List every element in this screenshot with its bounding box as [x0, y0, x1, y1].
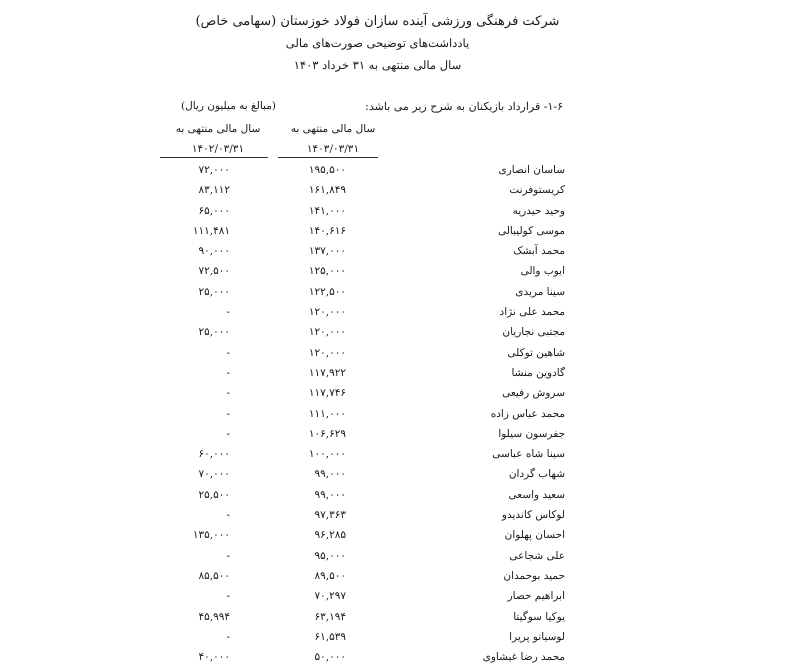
player-name: ایوب والی — [520, 265, 565, 278]
value-1402: ۴۵,۹۹۴ — [198, 610, 230, 623]
column-date: ۱۴۰۲/۰۳/۳۱ — [191, 143, 245, 155]
column-header-1403 — [273, 123, 393, 155]
player-name: گادوین منشا — [511, 366, 565, 379]
player-name: محمد رضا غیشاوی — [482, 651, 565, 664]
player-name: سعید واسعی — [508, 488, 565, 501]
player-name: ابراهیم حصار — [507, 590, 565, 603]
table-row — [0, 526, 791, 546]
column-date: ۱۴۰۳/۰۳/۳۱ — [306, 143, 360, 155]
table-row — [0, 547, 791, 567]
table-row — [0, 648, 791, 668]
player-name: ساسان انصاری — [498, 164, 565, 176]
value-1403: ۸۹,۵۰۰ — [314, 569, 346, 582]
table-row — [0, 567, 791, 587]
table-row — [0, 425, 791, 445]
table-row — [0, 242, 791, 262]
value-1403: ۱۱۷,۷۴۶ — [308, 387, 346, 400]
value-1403: ۱۴۰,۶۱۶ — [308, 224, 346, 237]
value-1402: ۱۳۵,۰۰۰ — [192, 529, 230, 542]
table-row — [0, 628, 791, 648]
value-1403: ۱۰۰,۰۰۰ — [308, 448, 346, 461]
value-1402: ۷۲,۰۰۰ — [198, 164, 230, 176]
table-row — [0, 608, 791, 628]
player-name: سروش رفیعی — [502, 387, 565, 400]
player-name: حمید بوحمدان — [503, 569, 565, 582]
value-1402: ۸۵,۵۰۰ — [198, 569, 230, 582]
value-1402: - — [226, 407, 230, 420]
value-1403: ۶۳,۱۹۴ — [314, 610, 346, 623]
value-1403: ۱۲۰,۰۰۰ — [308, 326, 346, 339]
value-1402: - — [226, 590, 230, 603]
value-1403: ۹۹,۰۰۰ — [314, 468, 346, 481]
value-1403: ۱۴۱,۰۰۰ — [308, 204, 346, 217]
value-1403: ۱۲۲,۵۰۰ — [308, 285, 346, 298]
value-1402: ۲۵,۰۰۰ — [198, 285, 230, 298]
player-name: شاهین توکلی — [507, 346, 565, 359]
value-1403: ۱۱۷,۹۲۲ — [308, 366, 346, 379]
player-name: احسان پهلوان — [504, 529, 565, 542]
value-1402: ۲۵,۵۰۰ — [198, 488, 230, 501]
player-name: محمد علی نژاد — [499, 306, 565, 319]
table-row — [0, 303, 791, 323]
value-1403: ۷۰,۲۹۷ — [314, 590, 346, 603]
value-1403: ۹۶,۲۸۵ — [314, 529, 346, 542]
value-1402: ۲۵,۰۰۰ — [198, 326, 230, 339]
value-1403: ۶۱,۵۳۹ — [314, 630, 346, 643]
table-row — [0, 344, 791, 364]
table-row — [0, 486, 791, 506]
value-1402: - — [226, 549, 230, 562]
player-name: کریستوفرنت — [509, 184, 565, 197]
table-row — [0, 283, 791, 303]
player-name: یوکیا سوگیتا — [513, 610, 565, 623]
value-1403: ۱۰۶,۶۲۹ — [308, 427, 346, 440]
value-1402: ۹۰,۰۰۰ — [198, 245, 230, 258]
column-label: سال مالی منتهی به — [175, 123, 261, 135]
table-row — [0, 506, 791, 526]
value-1402: - — [226, 366, 230, 379]
value-1403: ۱۶۱,۸۴۹ — [308, 184, 346, 197]
table-row — [0, 465, 791, 485]
player-name: علی شجاعی — [509, 549, 565, 562]
player-name: لوکاس کاندیدو — [501, 509, 565, 522]
table-row — [0, 384, 791, 404]
value-1402: - — [226, 427, 230, 440]
value-1403: ۱۲۵,۰۰۰ — [308, 265, 346, 278]
value-1402: ۷۰,۰۰۰ — [198, 468, 230, 481]
table-row — [0, 161, 791, 181]
player-name: جفرسون سیلوا — [498, 427, 565, 440]
value-1402: - — [226, 346, 230, 359]
value-1402: - — [226, 630, 230, 643]
player-name: شهاب گردان — [508, 468, 565, 481]
value-1403: ۱۲۰,۰۰۰ — [308, 306, 346, 319]
value-1402: ۶۵,۰۰۰ — [198, 204, 230, 217]
value-1402: - — [226, 306, 230, 319]
value-1402: ۱۱۱,۴۸۱ — [192, 224, 230, 237]
table-row — [0, 323, 791, 343]
value-1402: ۶۰,۰۰۰ — [198, 448, 230, 461]
table-row — [0, 587, 791, 607]
value-1402: ۴۰,۰۰۰ — [198, 651, 230, 664]
player-name: محمد عباس زاده — [490, 407, 565, 420]
player-name: لوسیانو پریرا — [509, 630, 565, 643]
notes-title: یادداشت‌های توضیحی صورت‌های مالی — [285, 36, 470, 50]
player-name: محمد آبشک — [513, 245, 565, 258]
value-1403: ۱۳۷,۰۰۰ — [308, 245, 346, 258]
column-header-1402 — [158, 123, 278, 155]
value-1403: ۱۲۰,۰۰۰ — [308, 346, 346, 359]
value-1403: ۹۵,۰۰۰ — [314, 549, 346, 562]
value-1403: ۱۹۵,۵۰۰ — [308, 164, 346, 176]
table-row — [0, 222, 791, 242]
value-1402: - — [226, 387, 230, 400]
table-row — [0, 262, 791, 282]
column-label: سال مالی منتهی به — [290, 123, 376, 135]
player-name: سینا مریدی — [515, 285, 565, 298]
column-underline — [160, 157, 268, 158]
table-row — [0, 181, 791, 201]
table-row — [0, 445, 791, 465]
value-1402: ۸۳,۱۱۲ — [198, 184, 230, 197]
unit-note: (مبالغ به میلیون ریال) — [181, 100, 276, 112]
player-name: سینا شاه عباسی — [492, 448, 565, 461]
value-1403: ۹۹,۰۰۰ — [314, 488, 346, 501]
company-title: شرکت فرهنگی ورزشی آینده سازان فولاد خوزستان (سهامی خاص) — [195, 14, 560, 29]
section-title: ۱-۶- قرارداد بازیکنان به شرح زیر می باشد: — [365, 100, 563, 113]
table-row — [0, 364, 791, 384]
player-name: مجتبی نجاریان — [502, 326, 565, 339]
player-name: موسی کولیبالی — [497, 224, 565, 237]
value-1402: - — [226, 509, 230, 522]
column-underline — [278, 157, 378, 158]
value-1403: ۹۷,۳۶۳ — [314, 509, 346, 522]
value-1403: ۱۱۱,۰۰۰ — [308, 407, 346, 420]
players-table — [0, 161, 791, 668]
period-title: سال مالی منتهی به ۳۱ خرداد ۱۴۰۳ — [293, 58, 462, 72]
table-row — [0, 202, 791, 222]
table-row — [0, 405, 791, 425]
player-name: وحید حیدریه — [512, 204, 565, 217]
value-1403: ۵۰,۰۰۰ — [314, 651, 346, 664]
value-1402: ۷۲,۵۰۰ — [198, 265, 230, 278]
